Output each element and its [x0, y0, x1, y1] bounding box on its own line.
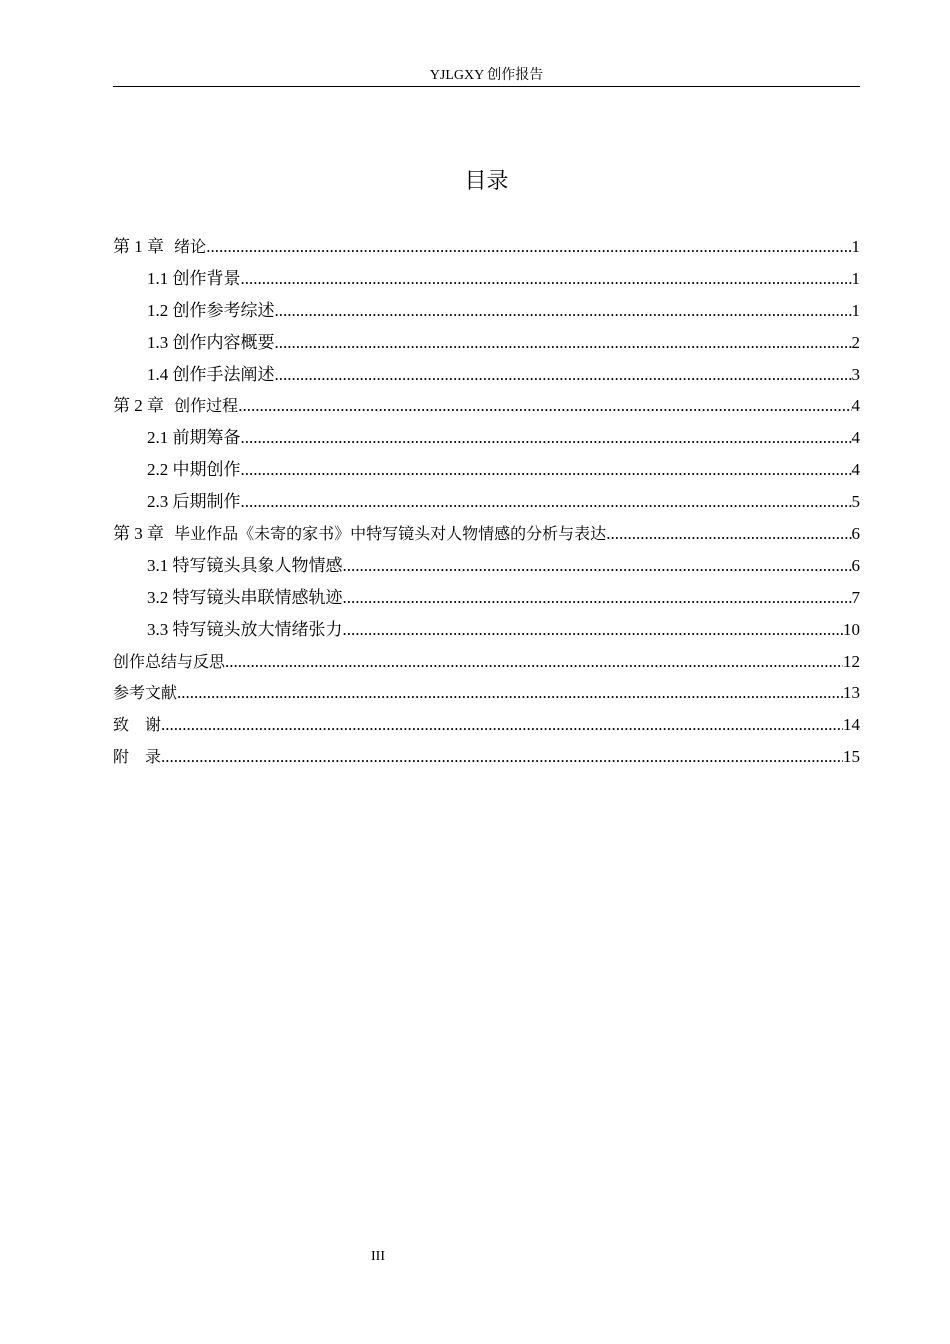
toc-dot-leader — [275, 327, 852, 359]
toc-entry-chapter-3[interactable] — [113, 518, 860, 550]
toc-dot-leader — [177, 677, 843, 709]
page-header: YJLGXY 创作报告 — [429, 68, 544, 83]
toc-page-number: 1 — [851, 300, 860, 320]
toc-entry-label: 2.1 前期筹备 — [147, 428, 241, 448]
toc-entry-label: 2.2 中期创作 — [147, 460, 241, 480]
toc-dot-leader — [241, 486, 852, 518]
toc-entry-label: 第 2 章 创作过程 — [113, 396, 239, 416]
toc-entry-3-3[interactable] — [113, 614, 860, 646]
toc-entry-appendix[interactable] — [113, 741, 860, 773]
toc-entry-3-1[interactable] — [113, 550, 860, 582]
toc-entry-label: 3.3 特写镜头放大情绪张力 — [147, 619, 343, 639]
toc-dot-leader — [275, 295, 852, 327]
toc-entry-1-1[interactable] — [113, 263, 860, 295]
toc-entry-label: 创作总结与反思 — [113, 651, 226, 671]
toc-entry-summary[interactable] — [113, 646, 860, 678]
toc-entry-1-2[interactable] — [113, 295, 860, 327]
toc-entry-label: 1.2 创作参考综述 — [147, 300, 275, 320]
page-number-footer: III — [371, 1249, 385, 1264]
table-of-contents — [113, 231, 860, 773]
toc-dot-leader — [241, 263, 852, 295]
toc-page-number: 1 — [851, 237, 860, 256]
toc-entry-1-4[interactable] — [113, 359, 860, 391]
toc-dot-leader — [275, 359, 852, 391]
toc-entry-acknowledgements[interactable] — [113, 709, 860, 741]
toc-dot-leader — [343, 582, 852, 614]
toc-dot-leader — [343, 614, 844, 646]
toc-entry-1-3[interactable] — [113, 327, 860, 359]
toc-page-number: 6 — [851, 524, 860, 544]
toc-entry-chapter-1[interactable] — [113, 231, 860, 263]
toc-dot-leader — [606, 518, 851, 550]
toc-entry-2-3[interactable] — [113, 486, 860, 518]
toc-dot-leader — [343, 550, 852, 582]
toc-entry-chapter-2[interactable] — [113, 390, 860, 422]
toc-page-number: 1 — [851, 268, 860, 288]
toc-dot-leader — [241, 422, 852, 454]
toc-page-number: 3 — [851, 364, 860, 384]
toc-page-number: 2 — [851, 332, 860, 352]
toc-page-number: 4 — [851, 428, 860, 448]
toc-entry-label: 1.4 创作手法阐述 — [147, 364, 275, 384]
toc-page-number: 4 — [851, 460, 860, 480]
toc-entry-label: 3.2 特写镜头串联情感轨迹 — [147, 587, 343, 607]
toc-entry-label: 3.1 特写镜头具象人物情感 — [147, 555, 343, 575]
toc-entry-label: 1.3 创作内容概要 — [147, 332, 275, 352]
toc-entry-references[interactable] — [113, 677, 860, 709]
toc-entry-3-2[interactable] — [113, 582, 860, 614]
toc-entry-label: 参考文献 — [113, 683, 178, 703]
toc-entry-2-1[interactable] — [113, 422, 860, 454]
toc-dot-leader — [238, 390, 851, 422]
toc-page-number: 5 — [851, 492, 860, 512]
toc-page-number: 14 — [843, 715, 860, 735]
toc-title: 目录 — [464, 169, 509, 194]
toc-dot-leader — [161, 741, 843, 773]
toc-entry-2-2[interactable] — [113, 454, 860, 486]
toc-entry-label: 第 3 章 毕业作品《未寄的家书》中特写镜头对人物情感的分析与表达 — [113, 524, 607, 544]
toc-dot-leader — [206, 231, 851, 263]
toc-page-number: 12 — [843, 651, 860, 671]
toc-dot-leader — [225, 646, 843, 678]
toc-page-number: 15 — [843, 747, 860, 767]
toc-dot-leader — [241, 454, 852, 486]
toc-entry-label: 致 谢 — [113, 715, 162, 735]
header-divider — [113, 86, 860, 87]
toc-dot-leader — [161, 709, 843, 741]
toc-entry-label: 2.3 后期制作 — [147, 492, 241, 512]
toc-page-number: 10 — [843, 619, 860, 639]
toc-entry-label: 1.1 创作背景 — [147, 268, 241, 288]
toc-page-number: 4 — [851, 396, 860, 416]
toc-page-number: 6 — [851, 555, 860, 575]
toc-page-number: 13 — [843, 683, 860, 703]
toc-page-number: 7 — [851, 587, 860, 607]
toc-entry-label: 第 1 章 绪论 — [113, 237, 207, 256]
toc-entry-label: 附 录 — [113, 747, 162, 767]
